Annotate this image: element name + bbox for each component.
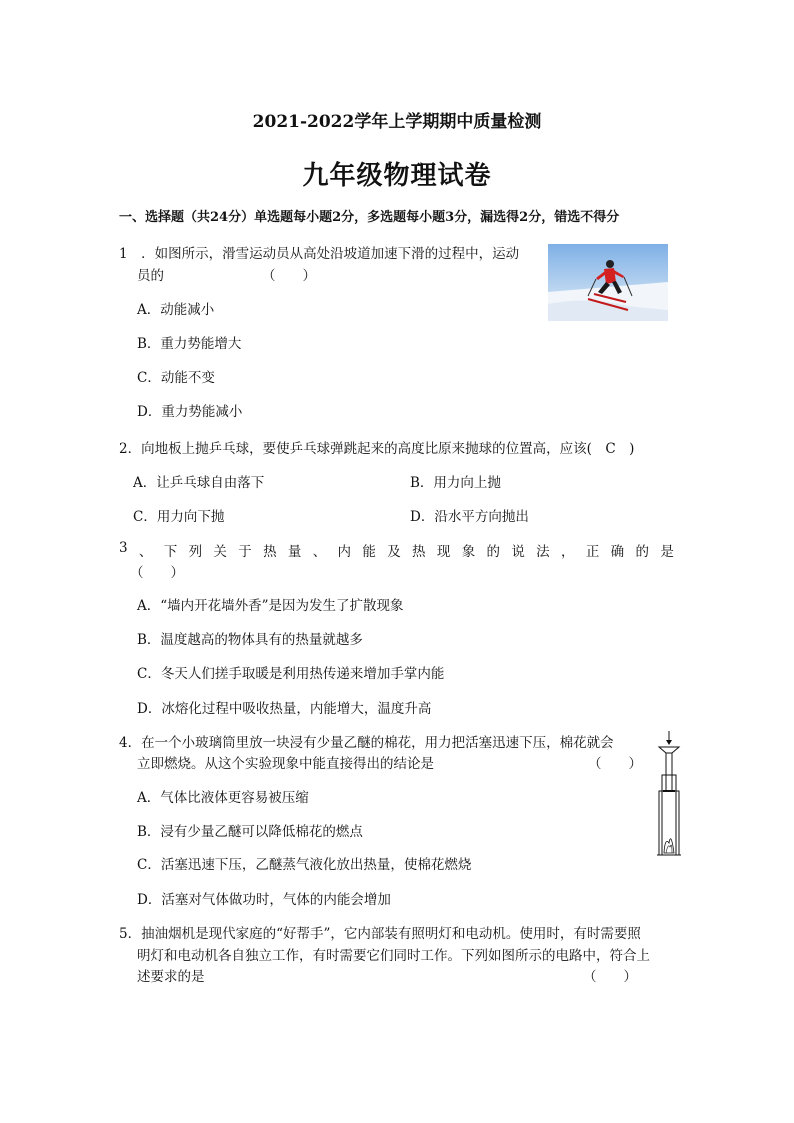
q3-char: 正 <box>585 544 600 560</box>
q3-stem <box>119 540 674 560</box>
exam-title: 2021-2022学年上学期期中质量检测 <box>252 112 542 132</box>
q3-char: 、 <box>312 544 327 560</box>
q3-char: 的 <box>635 544 649 560</box>
q3-option-b: B．温度越高的物体具有的热量就越多 <box>137 632 363 648</box>
q1-option-c: C．动能不变 <box>137 370 215 386</box>
q2-option-d: D．沿水平方向抛出 <box>410 509 529 525</box>
q3-option-d: D．冰熔化过程中吸收热量，内能增大，温度升高 <box>137 701 432 717</box>
exam-subtitle: 九年级物理试卷 <box>302 161 492 191</box>
q3-char: 说 <box>511 544 525 560</box>
q2-option-c: C．用力向下抛 <box>133 509 225 525</box>
q1-stem-line2: 员的 <box>137 268 164 284</box>
q2-option-b: B．用力向上抛 <box>410 475 501 491</box>
q3-bracket: （ ） <box>130 565 184 581</box>
q1-option-a: A．动能减小 <box>137 302 215 318</box>
q4-option-d: D．活塞对气体做功时，气体的内能会增加 <box>137 892 391 908</box>
q4-bracket: （ ） <box>588 756 642 772</box>
q4-stem-line1: 4．在一个小玻璃筒里放一块浸有少量乙醚的棉花，用力把活塞迅速下压，棉花就会 <box>119 735 614 751</box>
q5-bracket: （ ） <box>583 969 637 985</box>
q1-bracket: （ ） <box>262 268 316 284</box>
q3-char: 象 <box>461 544 476 560</box>
q5-stem-line2: 明灯和电动机各自独立工作，有时需要它们同时工作。下列如图所示的电路中，符合上 <box>137 948 650 964</box>
q3-char: 列 <box>188 544 203 560</box>
q4-option-a: A．气体比液体更容易被压缩 <box>137 790 309 806</box>
q3-char: 是 <box>660 544 674 560</box>
skier-image <box>548 244 668 321</box>
q3-char: 3 <box>119 540 128 556</box>
q3-char: 于 <box>238 544 252 560</box>
q4-stem-line2: 立即燃烧。从这个实验现象中能直接得出的结论是 <box>137 756 434 772</box>
q3-char: 关 <box>213 544 227 560</box>
q1-option-b: B．重力势能增大 <box>137 336 242 352</box>
q3-char: 热 <box>263 544 277 560</box>
q3-char: 确 <box>610 544 625 560</box>
q3-char: 、 <box>138 544 153 560</box>
q3-char: ， <box>561 544 575 560</box>
q1-option-d: D．重力势能减小 <box>137 404 243 420</box>
q3-char: 能 <box>362 544 376 560</box>
section-heading: 一、选择题（共24分）单选题每小题2分，多选题每小题3分，漏选得2分，错选不得分 <box>119 210 620 225</box>
q3-char: 内 <box>337 544 352 560</box>
q5-stem-line1: 5．抽油烟机是现代家庭的“好帮手”，它内部装有照明灯和电动机。使用时，有时需要照 <box>119 926 641 942</box>
q3-char: 及 <box>387 544 401 560</box>
q3-char: 热 <box>412 544 426 560</box>
q3-char: 现 <box>436 544 451 560</box>
q4-option-b: B．浸有少量乙醚可以降低棉花的燃点 <box>137 824 363 840</box>
q5-stem-line3: 述要求的是 <box>137 969 205 985</box>
q4-option-c: C．活塞迅速下压，乙醚蒸气液化放出热量，使棉花燃烧 <box>137 857 472 873</box>
q3-char: 量 <box>287 544 302 560</box>
q3-char: 的 <box>486 544 501 560</box>
q2-option-a: A．让乒乓球自由落下 <box>133 475 265 491</box>
q3-option-a: A．“墙内开花墙外香”是因为发生了扩散现象 <box>137 598 404 614</box>
q1-stem-line1: 1 ．如图所示，滑雪运动员从高处沿坡道加速下滑的过程中，运动 <box>119 246 520 262</box>
compression-cylinder-figure <box>654 731 684 859</box>
q3-char: 法 <box>536 544 550 560</box>
q3-char: 下 <box>163 544 178 560</box>
q3-option-c: C．冬天人们搓手取暖是利用热传递来增加手掌内能 <box>137 666 445 682</box>
q2-stem: 2．向地板上抛乒乓球，要使乒乓球弹跳起来的高度比原来抛球的位置高，应该( C ) <box>119 441 635 457</box>
